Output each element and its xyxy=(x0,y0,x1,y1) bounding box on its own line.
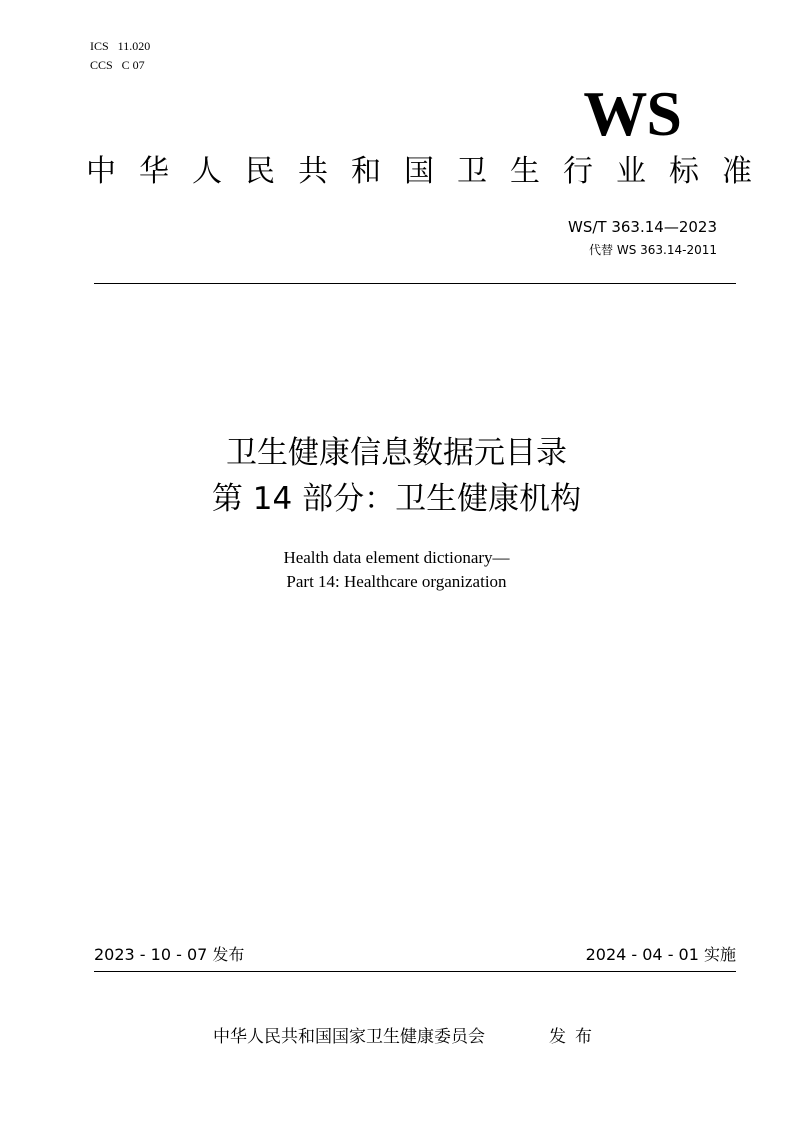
document-title-en-line1: Health data element dictionary— xyxy=(283,548,510,567)
release-date: 2023 - 10 - 07 发布 xyxy=(94,945,245,964)
ws-logo: WS xyxy=(583,78,681,149)
issuing-authority: 中华人民共和国国家卫生健康委员会 xyxy=(213,1027,485,1047)
ics-code: ICS 11.020 xyxy=(90,39,151,53)
document-title-zh-line1: 卫生健康信息数据元目录 xyxy=(226,435,567,471)
implementation-date: 2024 - 04 - 01 实施 xyxy=(585,945,736,964)
standard-number: WS/T 363.14—2023 xyxy=(568,218,717,236)
bottom-divider xyxy=(94,971,736,972)
standard-type-heading: 中华人民共和国卫生行业标准 xyxy=(86,154,775,189)
document-title-en-line2: Part 14: Healthcare organization xyxy=(286,572,507,591)
ccs-code: CCS C 07 xyxy=(90,58,145,72)
document-title-zh-line2: 第 14 部分：卫生健康机构 xyxy=(211,481,582,517)
top-divider xyxy=(94,283,736,284)
replaces-standard: 代替 WS 363.14-2011 xyxy=(589,243,717,257)
issue-action-label: 发布 xyxy=(549,1027,601,1047)
